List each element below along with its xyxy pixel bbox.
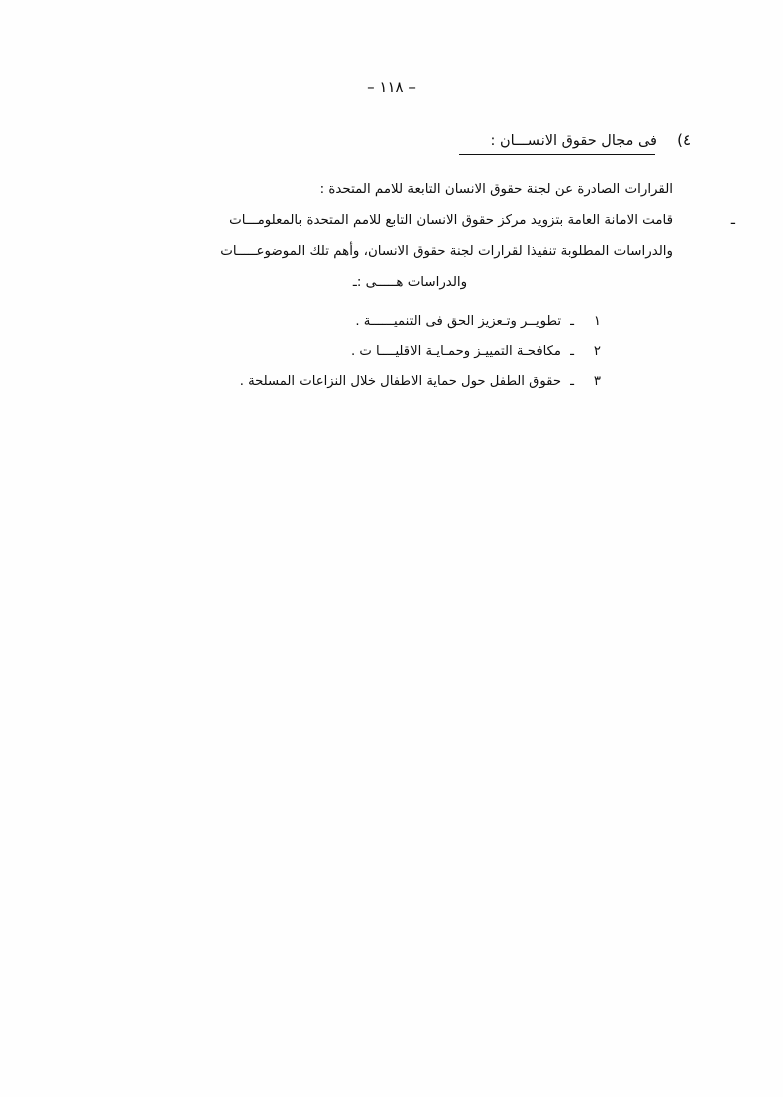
numbered-list bbox=[171, 307, 601, 397]
page-number: – ١١٨ – bbox=[367, 78, 416, 96]
body-line: والدراسات المطلوبة تنفيذا لقرارات لجنة حقوق الانسان، وأهم تلك الموضوعـــــات bbox=[220, 244, 673, 259]
list-item-separator: ـ bbox=[570, 344, 574, 359]
heading-underline bbox=[459, 154, 655, 155]
list-item-text: تطويــر وتـعزيز الحق فى التنميــــــة . bbox=[355, 314, 561, 329]
body-paragraph bbox=[153, 174, 673, 298]
list-item-separator: ـ bbox=[570, 374, 574, 389]
list-item-text: حقوق الطفل حول حماية الاطفال خلال النزاعات المسلحة . bbox=[239, 374, 561, 389]
section-heading bbox=[490, 133, 657, 152]
list-item-number: ١ bbox=[593, 314, 601, 329]
section-heading-row bbox=[91, 131, 691, 152]
body-line: والدراسات هـــــى :ـ bbox=[352, 275, 468, 290]
list-item-number: ٢ bbox=[593, 344, 601, 359]
paragraph-dash-marker: ـ bbox=[730, 212, 735, 228]
list-item-text: مكافحـة التمييـز وحمـايـة الاقليــــا ت . bbox=[350, 344, 561, 359]
list-item-number: ٣ bbox=[593, 374, 601, 389]
list-item-separator: ـ bbox=[570, 314, 574, 329]
body-line: قامت الامانة العامة بتزويد مركز حقوق الانسان التابع للامم المتحدة بالمعلومـــات bbox=[229, 213, 673, 228]
list-item bbox=[171, 307, 601, 337]
list-item bbox=[171, 337, 601, 367]
body-line: القرارات الصادرة عن لجنة حقوق الانسان التابعة للامم المتحدة : bbox=[319, 182, 673, 197]
section-marker: ٤) bbox=[677, 131, 691, 149]
list-item bbox=[171, 367, 601, 397]
section-heading-text: فى مجال حقوق الانســـان : bbox=[490, 133, 657, 149]
